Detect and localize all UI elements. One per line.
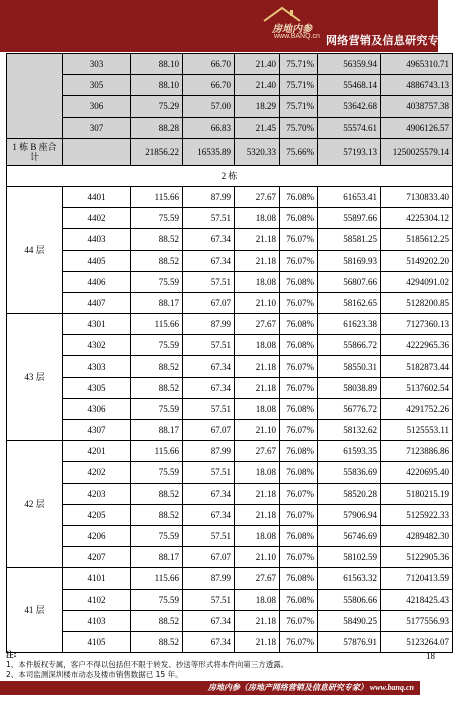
table-cell: 4225304.12 (381, 208, 453, 229)
table-row (7, 420, 453, 441)
table-cell: 4407 (63, 292, 131, 313)
table-cell: 21.18 (235, 483, 280, 504)
table-cell: 4222965.36 (381, 335, 453, 356)
table-cell: 75.59 (131, 525, 183, 546)
table-cell: 53642.68 (318, 96, 381, 117)
table-cell: 76.08% (280, 589, 318, 610)
table-row (7, 117, 453, 138)
table-cell: 21.18 (235, 631, 280, 652)
table-cell: 67.34 (183, 483, 235, 504)
table-row (7, 398, 453, 419)
table-cell: 67.07 (183, 292, 235, 313)
table-cell: 66.70 (183, 75, 235, 96)
table-cell: 16535.89 (183, 138, 235, 165)
table-cell: 115.66 (131, 568, 183, 589)
table-cell: 58102.59 (318, 547, 381, 568)
table-cell: 67.07 (183, 547, 235, 568)
table-cell: 4291752.26 (381, 398, 453, 419)
table-cell: 67.34 (183, 250, 235, 271)
table-cell: 21.45 (235, 117, 280, 138)
table-row (7, 504, 453, 525)
notes (6, 650, 414, 680)
table-cell: 88.52 (131, 250, 183, 271)
table-cell: 4218425.43 (381, 589, 453, 610)
table-cell: 87.99 (183, 568, 235, 589)
table-cell: 87.99 (183, 441, 235, 462)
table-cell: 21.18 (235, 610, 280, 631)
table-cell: 4406 (63, 271, 131, 292)
table-cell: 76.07% (280, 229, 318, 250)
subtotal-row (7, 138, 453, 165)
table-cell: 76.08% (280, 208, 318, 229)
table-cell: 5182873.44 (381, 356, 453, 377)
table-cell: 4403 (63, 229, 131, 250)
table-cell: 76.07% (280, 292, 318, 313)
table-cell: 18.08 (235, 525, 280, 546)
note-item: 2、本司监测深圳楼市动态及楼市销售数据已 15 年。 (6, 670, 183, 679)
table-cell: 57.51 (183, 335, 235, 356)
table-cell: 21.10 (235, 292, 280, 313)
table-cell: 18.29 (235, 96, 280, 117)
table-cell: 21.10 (235, 547, 280, 568)
table-cell: 4401 (63, 186, 131, 207)
table-cell: 75.71% (280, 96, 318, 117)
table-cell: 76.08% (280, 186, 318, 207)
table-cell: 4105 (63, 631, 131, 652)
table-cell: 88.28 (131, 117, 183, 138)
table-row (7, 208, 453, 229)
table-cell: 4102 (63, 589, 131, 610)
table-row (7, 186, 453, 207)
table-cell: 88.17 (131, 420, 183, 441)
table-cell: 67.34 (183, 229, 235, 250)
table-cell: 76.08% (280, 271, 318, 292)
table-cell: 21.40 (235, 75, 280, 96)
table-cell: 5177556.93 (381, 610, 453, 631)
table-cell: 4220695.40 (381, 462, 453, 483)
sales-table (6, 53, 453, 653)
table-cell: 58490.25 (318, 610, 381, 631)
table-cell: 21.10 (235, 420, 280, 441)
table-cell: 303 (63, 54, 131, 75)
table-cell: 5185612.25 (381, 229, 453, 250)
table-cell: 56807.66 (318, 271, 381, 292)
table-cell: 4302 (63, 335, 131, 356)
table-cell: 67.34 (183, 631, 235, 652)
table-cell: 88.17 (131, 547, 183, 568)
table-cell: 4303 (63, 356, 131, 377)
table-cell: 21.18 (235, 504, 280, 525)
table-cell: 88.52 (131, 377, 183, 398)
table-cell: 67.07 (183, 420, 235, 441)
table-row (7, 547, 453, 568)
table-cell: 115.66 (131, 186, 183, 207)
table-cell: 305 (63, 75, 131, 96)
table-cell: 76.07% (280, 610, 318, 631)
table-cell: 5137602.54 (381, 377, 453, 398)
table-cell: 67.34 (183, 377, 235, 398)
table-cell: 4201 (63, 441, 131, 462)
table-cell: 75.71% (280, 75, 318, 96)
table-row (7, 292, 453, 313)
table-cell: 57.51 (183, 208, 235, 229)
table-cell: 4886743.13 (381, 75, 453, 96)
table-row (7, 610, 453, 631)
table-cell: 7120413.59 (381, 568, 453, 589)
table-cell: 75.71% (280, 54, 318, 75)
table-cell: 4103 (63, 610, 131, 631)
table-cell: 75.59 (131, 335, 183, 356)
table-cell: 76.07% (280, 547, 318, 568)
table-cell: 7130833.40 (381, 186, 453, 207)
table-cell: 57.51 (183, 462, 235, 483)
table-cell: 55836.69 (318, 462, 381, 483)
table-row (7, 75, 453, 96)
logo-url: www.BANQ.cn (274, 33, 320, 40)
table-cell: 18.08 (235, 271, 280, 292)
table-cell: 67.34 (183, 356, 235, 377)
table-cell: 21.18 (235, 356, 280, 377)
notes-title: 注: (6, 650, 17, 659)
table-cell: 75.59 (131, 462, 183, 483)
table-cell: 4307 (63, 420, 131, 441)
table-cell: 57.00 (183, 96, 235, 117)
table-cell: 87.99 (183, 314, 235, 335)
table-cell: 18.08 (235, 398, 280, 419)
table-cell: 76.07% (280, 377, 318, 398)
floor-label: 43 层 (7, 314, 63, 441)
table-cell: 56359.94 (318, 54, 381, 75)
table-row (7, 483, 453, 504)
banner-title: 网络营销及信息研究专家 (326, 35, 451, 47)
table-row (7, 96, 453, 117)
table-cell: 56746.69 (318, 525, 381, 546)
table-cell: 76.08% (280, 398, 318, 419)
table-cell: 7127360.13 (381, 314, 453, 335)
note-item: 1、本件版权专属，客户不得以包括但不限于转发、抄送等形式将本件向第三方透露。 (6, 660, 289, 669)
table-cell: 5125553.11 (381, 420, 453, 441)
floor-label: 41 层 (7, 568, 63, 653)
table-cell: 76.07% (280, 504, 318, 525)
table-cell: 18.08 (235, 462, 280, 483)
table-row (7, 335, 453, 356)
table-cell: 21.18 (235, 229, 280, 250)
table-cell: 4202 (63, 462, 131, 483)
table-cell: 67.34 (183, 504, 235, 525)
table-row (7, 462, 453, 483)
table-cell: 88.52 (131, 229, 183, 250)
table-cell: 27.67 (235, 314, 280, 335)
section-row (7, 165, 453, 186)
table-row (7, 441, 453, 462)
table-row (7, 229, 453, 250)
page-number: 18 (426, 651, 435, 661)
table-cell: 5180215.19 (381, 483, 453, 504)
table-cell: 57.51 (183, 398, 235, 419)
table-cell: 55468.14 (318, 75, 381, 96)
table-cell: 5320.33 (235, 138, 280, 165)
table-cell: 58169.93 (318, 250, 381, 271)
table-cell: 21856.22 (131, 138, 183, 165)
table-cell: 4206 (63, 525, 131, 546)
table-cell: 56776.72 (318, 398, 381, 419)
footer-bar (0, 681, 420, 695)
table-cell: 76.07% (280, 356, 318, 377)
table-cell: 4289482.30 (381, 525, 453, 546)
table-cell: 27.67 (235, 568, 280, 589)
table-cell: 57.51 (183, 271, 235, 292)
table-cell: 5122905.36 (381, 547, 453, 568)
table-cell: 61623.38 (318, 314, 381, 335)
floor-label: 42 层 (7, 441, 63, 568)
table-cell: 4203 (63, 483, 131, 504)
table-cell: 76.07% (280, 250, 318, 271)
table-cell: 61563.32 (318, 568, 381, 589)
table-cell: 76.07% (280, 483, 318, 504)
table-cell: 57.51 (183, 589, 235, 610)
table-cell: 55806.66 (318, 589, 381, 610)
floor-label: 44 层 (7, 186, 63, 313)
table-cell: 307 (63, 117, 131, 138)
table-row (7, 271, 453, 292)
table-cell: 4906126.57 (381, 117, 453, 138)
table-cell: 55866.72 (318, 335, 381, 356)
table-cell: 75.70% (280, 117, 318, 138)
table-cell: 58581.25 (318, 229, 381, 250)
table-cell: 88.52 (131, 631, 183, 652)
table-cell: 115.66 (131, 314, 183, 335)
floor-cell (7, 54, 63, 139)
table-cell: 67.34 (183, 610, 235, 631)
subtotal-label: 1 栋 B 座合计 (7, 138, 63, 165)
table-cell: 4205 (63, 504, 131, 525)
table-cell: 55897.66 (318, 208, 381, 229)
table-cell: 76.08% (280, 314, 318, 335)
table-cell: 87.99 (183, 186, 235, 207)
table-cell: 58162.65 (318, 292, 381, 313)
table-cell: 66.70 (183, 54, 235, 75)
table-cell: 4101 (63, 568, 131, 589)
table-cell: 21.18 (235, 250, 280, 271)
table-cell: 4301 (63, 314, 131, 335)
table-cell: 76.08% (280, 462, 318, 483)
table-cell: 75.66% (280, 138, 318, 165)
table-cell: 5125922.33 (381, 504, 453, 525)
table-cell: 306 (63, 96, 131, 117)
table-cell: 57906.94 (318, 504, 381, 525)
table-cell: 57876.91 (318, 631, 381, 652)
table-row (7, 589, 453, 610)
table-cell: 88.10 (131, 54, 183, 75)
header-banner (0, 0, 451, 52)
table-cell: 88.52 (131, 356, 183, 377)
table-cell: 4405 (63, 250, 131, 271)
table-cell: 61593.35 (318, 441, 381, 462)
table-cell: 88.52 (131, 610, 183, 631)
table-cell: 18.08 (235, 589, 280, 610)
table-cell: 21.18 (235, 377, 280, 398)
table-cell: 58550.31 (318, 356, 381, 377)
table-cell: 18.08 (235, 335, 280, 356)
table-cell: 5149202.20 (381, 250, 453, 271)
table-cell: 75.59 (131, 271, 183, 292)
company-logo (262, 6, 332, 44)
table-cell: 88.52 (131, 504, 183, 525)
table-cell (63, 138, 131, 165)
table-cell: 76.08% (280, 568, 318, 589)
table-cell: 27.67 (235, 186, 280, 207)
table-cell: 66.83 (183, 117, 235, 138)
table-cell: 76.08% (280, 441, 318, 462)
table-cell: 57.51 (183, 525, 235, 546)
table-row (7, 54, 453, 75)
table-cell: 58132.62 (318, 420, 381, 441)
table-cell: 57193.13 (318, 138, 381, 165)
table-cell: 18.08 (235, 208, 280, 229)
table-cell: 55574.61 (318, 117, 381, 138)
table-cell: 21.40 (235, 54, 280, 75)
table-cell: 61653.41 (318, 186, 381, 207)
table-cell: 58520.28 (318, 483, 381, 504)
table-row (7, 568, 453, 589)
table-cell: 4207 (63, 547, 131, 568)
table-row (7, 377, 453, 398)
table-row (7, 525, 453, 546)
table-cell: 75.59 (131, 589, 183, 610)
table-cell: 115.66 (131, 441, 183, 462)
table-cell: 76.07% (280, 631, 318, 652)
table-cell: 4402 (63, 208, 131, 229)
table-cell: 76.08% (280, 335, 318, 356)
table-row (7, 250, 453, 271)
table-cell: 58038.89 (318, 377, 381, 398)
table-row (7, 356, 453, 377)
table-cell: 27.67 (235, 441, 280, 462)
table-cell: 4294091.02 (381, 271, 453, 292)
table-cell: 88.17 (131, 292, 183, 313)
section-label: 2 栋 (7, 165, 453, 186)
table-cell: 5128200.85 (381, 292, 453, 313)
table-cell: 5123264.07 (381, 631, 453, 652)
table-cell: 76.08% (280, 525, 318, 546)
table-cell: 75.59 (131, 208, 183, 229)
logo-text: 房地内参 (272, 24, 312, 35)
table-row (7, 314, 453, 335)
table-cell: 75.29 (131, 96, 183, 117)
table-cell: 76.07% (280, 420, 318, 441)
table-cell: 4305 (63, 377, 131, 398)
table-cell: 88.10 (131, 75, 183, 96)
table-cell: 88.52 (131, 483, 183, 504)
table-cell: 4306 (63, 398, 131, 419)
table-cell: 4965310.71 (381, 54, 453, 75)
table-cell: 75.59 (131, 398, 183, 419)
table-cell: 4038757.38 (381, 96, 453, 117)
table-cell: 7123886.86 (381, 441, 453, 462)
table-cell: 1250025579.14 (381, 138, 453, 165)
footer-text: 房地内参（房地产网络营销及信息研究专家） www.banq.cn (207, 683, 414, 692)
